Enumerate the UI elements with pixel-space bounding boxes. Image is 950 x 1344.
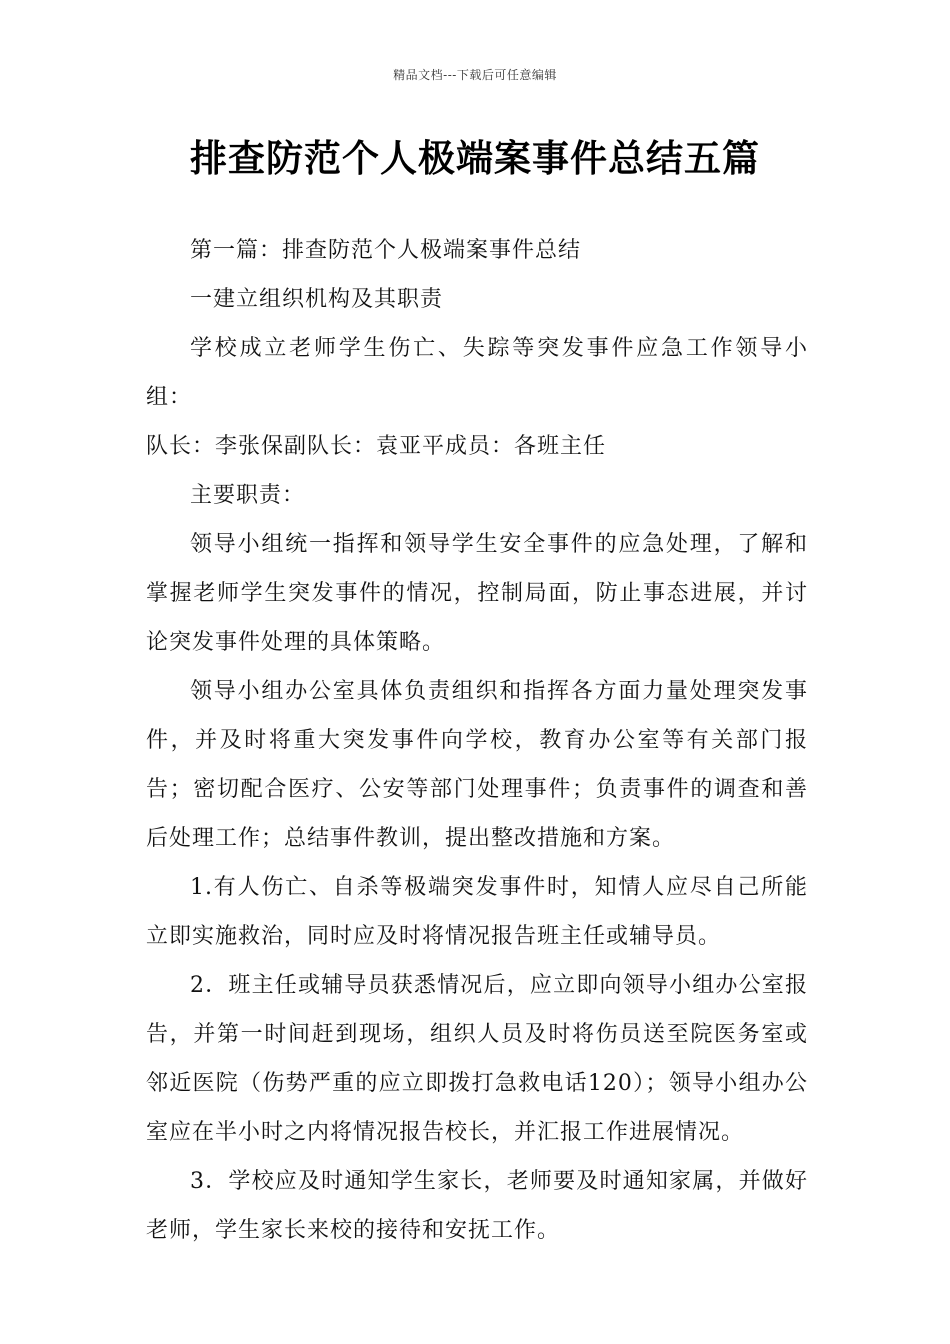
paragraph-item-3: 3．学校应及时通知学生家长，老师要及时通知家属，并做好老师，学生家长来校的接待和安抚工作。: [146, 1169, 808, 1243]
paragraph-leadership-group: 学校成立老师学生伤亡、失踪等突发事件应急工作领导小组：: [146, 336, 808, 410]
document-title: 排查防范个人极端案事件总结五篇: [190, 137, 760, 180]
paragraph-item-2: 2．班主任或辅导员获悉情况后，应立即向领导小组办公室报告，并第一时间赶到现场，组织人员及时将伤员送至院医务室或邻近医院（伤势严重的应立即拨打急救电话120）；领导小组办公室应在半小时之内将情况报告校长，并汇报工作进展情况。: [146, 973, 808, 1145]
paragraph-duty-1: 领导小组统一指挥和领导学生安全事件的应急处理，了解和掌握老师学生突发事件的情况，控制局面，防止事态进展，并讨论突发事件处理的具体策略。: [146, 532, 808, 655]
paragraph-members: 队长：李张保副队长：袁亚平成员：各班主任: [146, 434, 607, 459]
paragraph-duty-2: 领导小组办公室具体负责组织和指挥各方面力量处理突发事件，并及时将重大突发事件向学校，教育办公室等有关部门报告；密切配合医疗、公安等部门处理事件；负责事件的调查和善后处理工作；总结事件教训，提出整改措施和方案。: [146, 679, 808, 851]
section-heading: 第一篇：排查防范个人极端案事件总结: [190, 238, 582, 263]
document-body: [146, 226, 808, 1255]
header-note: 精品文档---下载后可任意编辑: [393, 68, 557, 82]
paragraph-item-1: 1.有人伤亡、自杀等极端突发事件时，知情人应尽自己所能立即实施救治，同时应及时将情况报告班主任或辅导员。: [146, 875, 808, 949]
paragraph-main-duties: 主要职责：: [190, 483, 306, 508]
subheading-organization: 一建立组织机构及其职责: [190, 287, 444, 312]
